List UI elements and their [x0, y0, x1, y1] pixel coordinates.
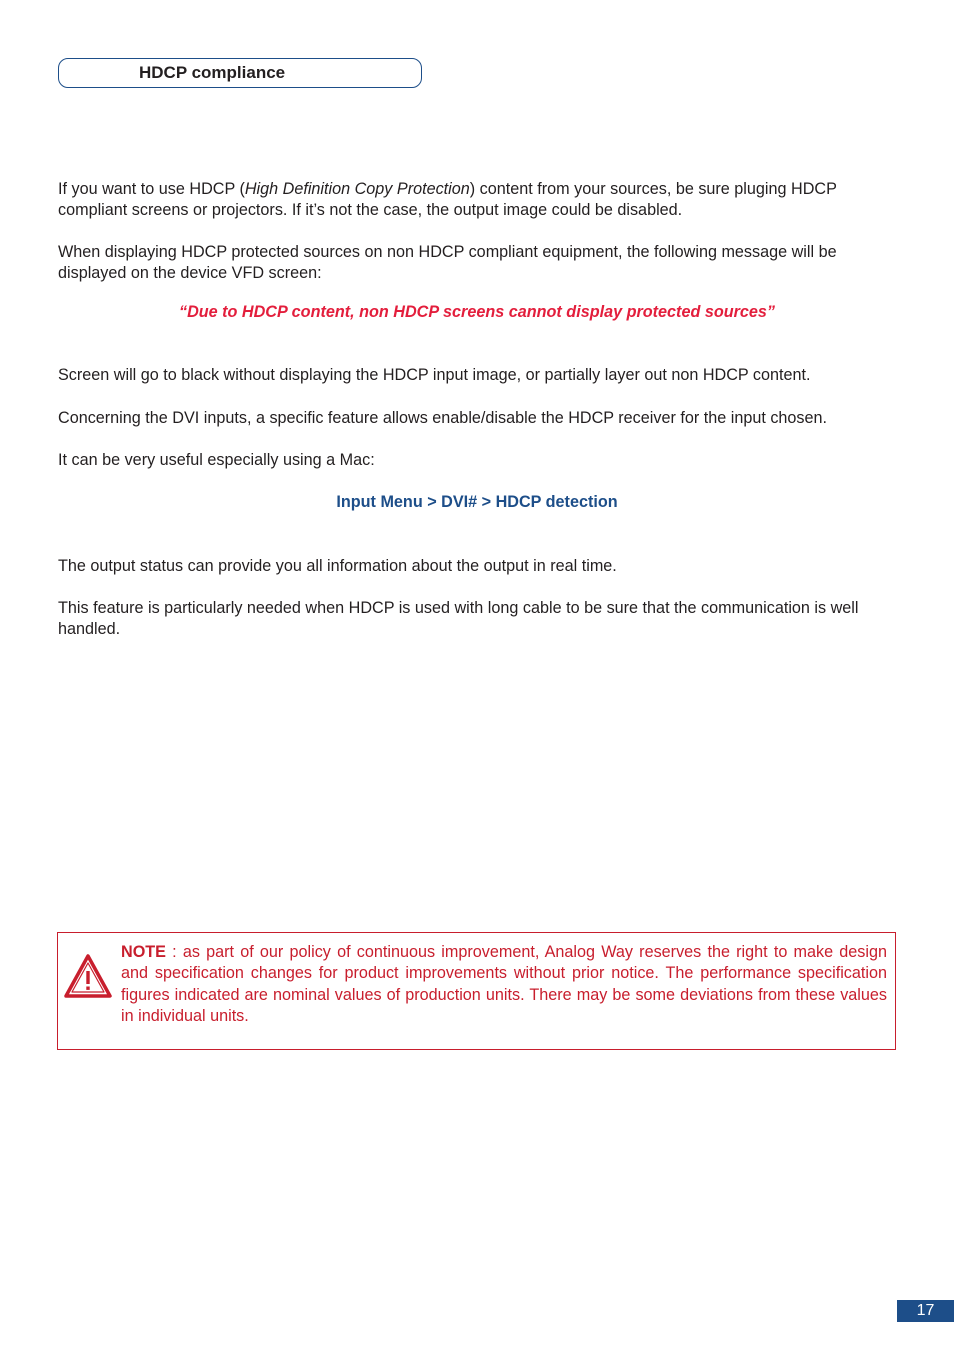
section-title: HDCP compliance — [139, 63, 286, 82]
intro-text-after: ) content from your sources, be sure pluging HDCP compliant screens or projectors. If it’s not the case, the output image could be disabled. — [58, 180, 837, 219]
page-number: 17 — [897, 1300, 954, 1322]
dvi-paragraph: Concerning the DVI inputs, a specific feature allows enable/disable the HDCP receiver for the input chosen. — [58, 409, 828, 427]
note-text — [121, 942, 887, 1027]
section-header — [58, 58, 422, 88]
menu-path: Input Menu > DVI# > HDCP detection — [336, 493, 618, 511]
long-cable-paragraph: This feature is particularly needed when HDCP is used with long cable to be sure that the communication is well handled. — [58, 599, 859, 638]
vfd-paragraph: When displaying HDCP protected sources on non HDCP compliant equipment, the following message will be displayed on the device VFD screen: — [58, 243, 837, 282]
note-body: : as part of our policy of continuous improvement, Analog Way reserves the right to make design and specification changes for product improvements without prior notice. The performance specification figures indicated are nominal values of production units. There may be some deviations from these values in individual units. — [121, 943, 887, 1025]
note-label: NOTE — [121, 943, 166, 961]
intro-italic-term: High Definition Copy Protection — [244, 180, 470, 198]
output-status-paragraph: The output status can provide you all information about the output in real time. — [58, 557, 617, 575]
warning-triangle-icon — [64, 953, 112, 999]
mac-paragraph: It can be very useful especially using a Mac: — [58, 451, 375, 469]
vfd-warning-message: “Due to HDCP content, non HDCP screens cannot display protected sources” — [178, 303, 776, 321]
black-screen-paragraph: Screen will go to black without displaying the HDCP input image, or partially layer out non HDCP content. — [58, 366, 811, 384]
intro-paragraph — [58, 179, 898, 221]
intro-text-before: If you want to use HDCP ( — [58, 180, 245, 198]
note-box — [57, 932, 896, 1050]
